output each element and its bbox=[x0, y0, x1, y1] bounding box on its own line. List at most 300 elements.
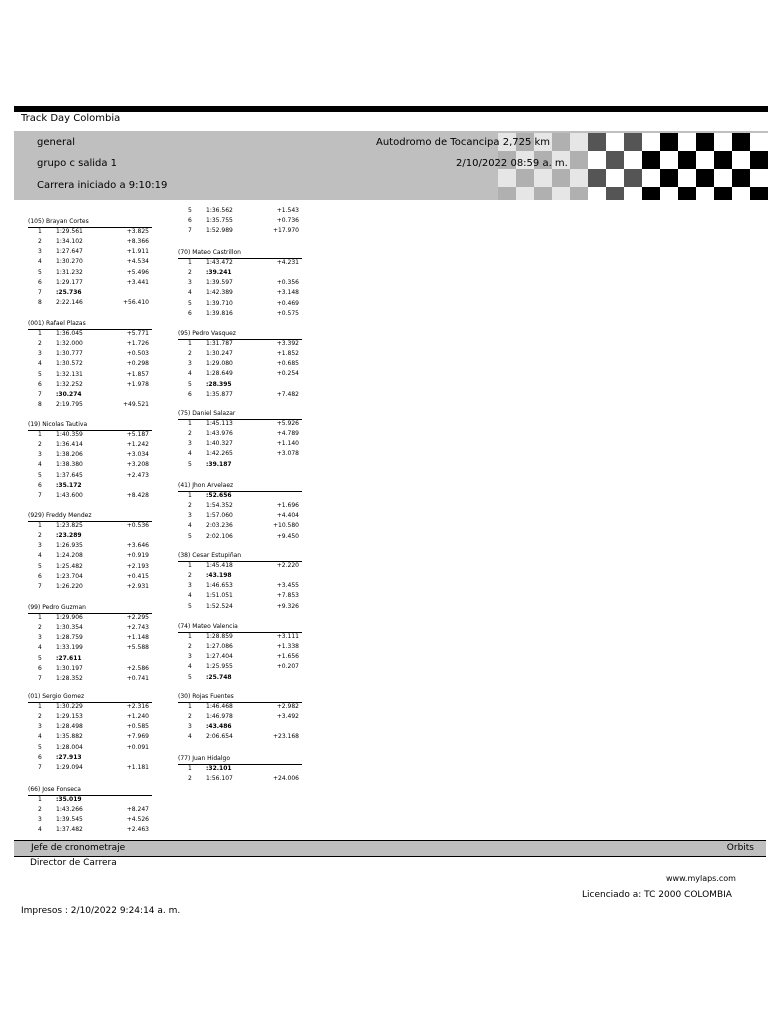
lap-gap: +4.789 bbox=[276, 430, 299, 438]
lap-number: 6 bbox=[38, 380, 42, 388]
lap-gap: +3.646 bbox=[126, 542, 149, 550]
lap-number: 5 bbox=[38, 370, 42, 378]
checker-square bbox=[732, 151, 750, 169]
checker-square bbox=[606, 169, 624, 187]
lap-gap: +5.771 bbox=[126, 330, 149, 337]
lap-gap: +7.969 bbox=[126, 733, 149, 741]
lap-time: 1:35.882 bbox=[56, 733, 83, 741]
lap-number: 3 bbox=[188, 582, 192, 590]
lap-number: 1 bbox=[188, 340, 192, 347]
driver-name: (01) Sergio Gomez bbox=[28, 693, 85, 700]
checker-square bbox=[732, 169, 750, 187]
checker-square bbox=[678, 151, 696, 169]
lap-number: 5 bbox=[38, 654, 42, 662]
best-lap-time: :25.736 bbox=[56, 288, 82, 296]
checker-square bbox=[534, 169, 552, 187]
lap-time: 1:35.755 bbox=[206, 217, 233, 225]
driver-name: (41) Jhon Arvelaez bbox=[178, 482, 234, 489]
lap-number: 4 bbox=[38, 360, 42, 368]
best-lap-time: :43.486 bbox=[206, 723, 232, 731]
lap-gap: +1.696 bbox=[276, 502, 299, 510]
checker-square bbox=[588, 151, 606, 169]
lap-time: 1:28.859 bbox=[206, 633, 233, 640]
lap-gap: +1.240 bbox=[126, 713, 149, 721]
group-label: grupo c salida 1 bbox=[37, 158, 118, 169]
lap-number: 5 bbox=[188, 532, 192, 540]
best-lap-time: :25.748 bbox=[206, 673, 232, 681]
lap-number: 6 bbox=[188, 309, 192, 317]
checker-square bbox=[606, 187, 624, 200]
lap-gap: +3.455 bbox=[276, 582, 299, 590]
lap-time: 1:30.197 bbox=[56, 664, 83, 672]
lap-time: 2:19.795 bbox=[56, 401, 83, 409]
lap-number: 1 bbox=[188, 420, 192, 427]
driver-name: (75) Daniel Salazar bbox=[178, 410, 236, 417]
lap-time: 1:30.247 bbox=[206, 350, 233, 358]
lap-number: 3 bbox=[38, 542, 42, 550]
lap-number: 3 bbox=[188, 440, 192, 448]
lap-number: 3 bbox=[38, 248, 42, 256]
lap-gap: +24.006 bbox=[272, 775, 299, 783]
lap-number: 1 bbox=[38, 614, 42, 621]
lap-gap: +5.926 bbox=[276, 420, 299, 427]
checker-square bbox=[588, 169, 606, 187]
checker-square bbox=[588, 187, 606, 200]
checker-square bbox=[714, 151, 732, 169]
checker-square bbox=[624, 169, 642, 187]
lap-time: 1:29.177 bbox=[56, 278, 83, 286]
lap-number: 5 bbox=[188, 602, 192, 610]
lap-number: 1 bbox=[188, 703, 192, 710]
lap-number: 2 bbox=[188, 430, 192, 438]
lap-time: 1:43.472 bbox=[206, 259, 233, 266]
lap-gap: +0.919 bbox=[126, 552, 149, 560]
lap-time: 1:32.252 bbox=[56, 380, 83, 388]
lap-number: 3 bbox=[188, 512, 192, 520]
lap-gap: +8.247 bbox=[126, 806, 149, 814]
lap-number: 6 bbox=[188, 217, 192, 225]
lap-number: 2 bbox=[188, 775, 192, 783]
checker-square bbox=[570, 169, 588, 187]
lap-number: 4 bbox=[38, 733, 42, 741]
lap-number: 6 bbox=[38, 481, 42, 489]
lap-gap: +2.193 bbox=[126, 562, 149, 570]
checker-square bbox=[750, 187, 768, 200]
lap-time: 1:30.229 bbox=[56, 703, 83, 710]
best-lap-time: :27.611 bbox=[56, 654, 82, 662]
driver-rule bbox=[178, 491, 302, 492]
lap-number: 3 bbox=[188, 360, 192, 368]
lap-number: 4 bbox=[188, 592, 192, 600]
session-datetime: 2/10/2022 08:59 a. m. bbox=[456, 158, 568, 169]
lap-gap: +1.148 bbox=[126, 634, 149, 642]
lap-gap: +0.685 bbox=[276, 360, 299, 368]
lap-number: 5 bbox=[188, 380, 192, 388]
checker-square bbox=[750, 151, 768, 169]
lap-number: 4 bbox=[188, 733, 192, 741]
lap-gap: +5.588 bbox=[126, 644, 149, 652]
printed-timestamp: Impresos : 2/10/2022 9:24:14 a. m. bbox=[21, 906, 181, 916]
lap-number: 7 bbox=[38, 763, 42, 771]
lap-number: 3 bbox=[38, 816, 42, 824]
lap-gap: +2.473 bbox=[126, 471, 149, 479]
checker-square bbox=[642, 169, 660, 187]
lap-time: 1:28.649 bbox=[206, 370, 233, 378]
lap-number: 5 bbox=[38, 268, 42, 276]
lap-number: 4 bbox=[38, 461, 42, 469]
lap-number: 2 bbox=[188, 643, 192, 651]
checker-square bbox=[678, 133, 696, 151]
lap-gap: +0.585 bbox=[126, 723, 149, 731]
lap-gap: +5.496 bbox=[126, 268, 149, 276]
lap-gap: +2.743 bbox=[126, 624, 149, 632]
lap-gap: +8.428 bbox=[126, 491, 149, 499]
lap-gap: +0.207 bbox=[276, 663, 299, 671]
lap-time: 1:28.352 bbox=[56, 674, 83, 682]
lap-number: 2 bbox=[38, 238, 42, 246]
lap-number: 2 bbox=[38, 806, 42, 814]
lap-gap: +10.580 bbox=[272, 522, 299, 530]
lap-time: 1:29.094 bbox=[56, 763, 83, 771]
lap-number: 5 bbox=[38, 743, 42, 751]
lap-gap: +9.326 bbox=[276, 602, 299, 610]
lap-time: 1:29.561 bbox=[56, 228, 83, 235]
lap-time: 1:24.208 bbox=[56, 552, 83, 560]
lap-time: 1:38.380 bbox=[56, 461, 83, 469]
lap-time: 2:03.236 bbox=[206, 522, 233, 530]
lap-time: 1:27.086 bbox=[206, 643, 233, 651]
lap-gap: +2.931 bbox=[126, 582, 149, 590]
lap-gap: +0.503 bbox=[126, 350, 149, 358]
best-lap-time: :27.913 bbox=[56, 753, 82, 761]
checker-square bbox=[570, 187, 588, 200]
lap-time: 1:25.955 bbox=[206, 663, 233, 671]
lap-gap: +0.575 bbox=[276, 309, 299, 317]
checker-square bbox=[732, 133, 750, 151]
checker-square bbox=[696, 187, 714, 200]
lap-time: 1:52.524 bbox=[206, 602, 233, 610]
driver-rule bbox=[28, 795, 152, 796]
lap-number: 4 bbox=[38, 826, 42, 834]
checker-square bbox=[552, 169, 570, 187]
checker-square bbox=[696, 133, 714, 151]
checker-square bbox=[606, 151, 624, 169]
lap-number: 2 bbox=[38, 624, 42, 632]
checker-square bbox=[534, 187, 552, 200]
lap-number: 6 bbox=[38, 572, 42, 580]
lap-time: 1:32.131 bbox=[56, 370, 83, 378]
lap-time: 1:33.199 bbox=[56, 644, 83, 652]
lap-time: 1:30.572 bbox=[56, 360, 83, 368]
lap-number: 2 bbox=[188, 572, 192, 580]
lap-gap: +1.338 bbox=[276, 643, 299, 651]
lap-number: 4 bbox=[188, 522, 192, 530]
checker-square bbox=[678, 187, 696, 200]
checker-square bbox=[624, 187, 642, 200]
lap-gap: +5.187 bbox=[126, 431, 149, 438]
lap-number: 1 bbox=[38, 796, 42, 803]
lap-gap: +1.656 bbox=[276, 653, 299, 661]
lap-gap: +2.463 bbox=[126, 826, 149, 834]
lap-number: 1 bbox=[188, 633, 192, 640]
lap-number: 1 bbox=[38, 522, 42, 529]
lap-number: 6 bbox=[38, 753, 42, 761]
lap-number: 7 bbox=[38, 491, 42, 499]
lap-time: 1:43.600 bbox=[56, 491, 83, 499]
lap-number: 2 bbox=[38, 340, 42, 348]
event-title: Track Day Colombia bbox=[21, 113, 121, 124]
checker-square bbox=[516, 169, 534, 187]
lap-time: 1:56.107 bbox=[206, 775, 233, 783]
lap-time: 1:31.787 bbox=[206, 340, 233, 347]
lap-number: 2 bbox=[188, 713, 192, 721]
race-start: Carrera iniciado a 9:10:19 bbox=[37, 180, 168, 191]
lap-gap: +49.521 bbox=[122, 401, 149, 409]
footer-bar bbox=[14, 840, 766, 857]
lap-number: 1 bbox=[38, 330, 42, 337]
lap-gap: +3.034 bbox=[126, 451, 149, 459]
lap-number: 7 bbox=[188, 227, 192, 235]
lap-number: 1 bbox=[188, 562, 192, 569]
lap-number: 1 bbox=[38, 431, 42, 438]
lap-time: 2:02.106 bbox=[206, 532, 233, 540]
lap-number: 3 bbox=[188, 279, 192, 287]
checker-square bbox=[660, 133, 678, 151]
orbits-label: Orbits bbox=[726, 843, 754, 853]
lap-number: 2 bbox=[188, 350, 192, 358]
checker-square bbox=[624, 151, 642, 169]
driver-name: (95) Pedro Vasquez bbox=[178, 330, 236, 337]
lap-gap: +0.298 bbox=[126, 360, 149, 368]
best-lap-time: :43.198 bbox=[206, 572, 232, 580]
lap-number: 4 bbox=[188, 289, 192, 297]
lap-gap: +4.231 bbox=[276, 259, 299, 266]
lap-number: 5 bbox=[188, 460, 192, 468]
lap-gap: +7.853 bbox=[276, 592, 299, 600]
lap-time: 1:26.935 bbox=[56, 542, 83, 550]
lap-time: 1:30.777 bbox=[56, 350, 83, 358]
lap-time: 1:52.989 bbox=[206, 227, 233, 235]
license-text: Licenciado a: TC 2000 COLOMBIA bbox=[582, 890, 732, 900]
lap-time: 1:36.045 bbox=[56, 330, 83, 337]
session-type: general bbox=[37, 137, 76, 148]
lap-number: 4 bbox=[38, 644, 42, 652]
lap-gap: +2.220 bbox=[276, 562, 299, 569]
lap-time: 1:27.404 bbox=[206, 653, 233, 661]
lap-time: 1:39.597 bbox=[206, 279, 233, 287]
lap-number: 7 bbox=[38, 390, 42, 398]
best-lap-time: :39.241 bbox=[206, 269, 232, 277]
lap-time: 1:28.759 bbox=[56, 634, 83, 642]
lap-number: 4 bbox=[38, 258, 42, 266]
driver-name: (105) Brayan Cortes bbox=[28, 218, 89, 225]
lap-gap: +2.316 bbox=[126, 703, 149, 710]
lap-number: 2 bbox=[38, 713, 42, 721]
checker-square bbox=[732, 187, 750, 200]
lap-time: 1:26.220 bbox=[56, 582, 83, 590]
lap-time: 1:23.825 bbox=[56, 522, 83, 529]
lap-gap: +2.295 bbox=[126, 614, 149, 621]
driver-name: (30) Rojas Fuentes bbox=[178, 693, 234, 700]
lap-time: 1:32.000 bbox=[56, 340, 83, 348]
lap-time: 1:36.414 bbox=[56, 441, 83, 449]
lap-time: 1:39.545 bbox=[56, 816, 83, 824]
lap-time: 1:43.266 bbox=[56, 806, 83, 814]
lap-gap: +2.586 bbox=[126, 664, 149, 672]
lap-number: 1 bbox=[38, 703, 42, 710]
best-lap-time: :35.019 bbox=[56, 796, 82, 803]
lap-time: 1:29.080 bbox=[206, 360, 233, 368]
lap-gap: +3.825 bbox=[126, 228, 149, 235]
checker-square bbox=[750, 169, 768, 187]
lap-gap: +1.242 bbox=[126, 441, 149, 449]
lap-number: 5 bbox=[38, 471, 42, 479]
lap-number: 7 bbox=[38, 288, 42, 296]
lap-number: 6 bbox=[38, 278, 42, 286]
lap-number: 1 bbox=[38, 228, 42, 235]
lap-time: 1:37.645 bbox=[56, 471, 83, 479]
lap-number: 3 bbox=[38, 634, 42, 642]
checker-square bbox=[552, 133, 570, 151]
lap-time: 1:46.468 bbox=[206, 703, 233, 710]
lap-gap: +0.741 bbox=[126, 674, 149, 682]
lap-number: 5 bbox=[188, 299, 192, 307]
lap-number: 7 bbox=[38, 582, 42, 590]
lap-gap: +3.492 bbox=[276, 713, 299, 721]
driver-name: (38) Cesar Estupiñan bbox=[178, 552, 242, 559]
lap-gap: +0.736 bbox=[276, 217, 299, 225]
lap-number: 1 bbox=[188, 259, 192, 266]
lap-gap: +1.140 bbox=[276, 440, 299, 448]
driver-name: (001) Rafael Plazas bbox=[28, 320, 86, 327]
lap-number: 7 bbox=[38, 674, 42, 682]
lap-gap: +3.148 bbox=[276, 289, 299, 297]
lap-gap: +9.450 bbox=[276, 532, 299, 540]
lap-time: 1:54.352 bbox=[206, 502, 233, 510]
lap-number: 3 bbox=[38, 723, 42, 731]
lap-time: 2:06.654 bbox=[206, 733, 233, 741]
website-link[interactable]: www.mylaps.com bbox=[666, 874, 736, 883]
lap-number: 5 bbox=[38, 562, 42, 570]
session-header bbox=[14, 131, 768, 200]
best-lap-time: :28.395 bbox=[206, 380, 232, 388]
lap-gap: +17.970 bbox=[272, 227, 299, 235]
lap-gap: +3.441 bbox=[126, 278, 149, 286]
driver-name: (99) Pedro Guzman bbox=[28, 604, 86, 611]
lap-gap: +1.911 bbox=[126, 248, 149, 256]
lap-number: 2 bbox=[188, 502, 192, 510]
lap-time: 1:46.653 bbox=[206, 582, 233, 590]
lap-gap: +4.404 bbox=[276, 512, 299, 520]
best-lap-time: :23.289 bbox=[56, 532, 82, 540]
checker-square bbox=[750, 133, 768, 151]
lap-number: 8 bbox=[38, 401, 42, 409]
lap-time: 1:43.976 bbox=[206, 430, 233, 438]
lap-number: 2 bbox=[188, 269, 192, 277]
lap-time: 1:46.978 bbox=[206, 713, 233, 721]
best-lap-time: :39.187 bbox=[206, 460, 232, 468]
driver-name: (66) Jose Fonseca bbox=[28, 786, 81, 793]
lap-number: 3 bbox=[188, 723, 192, 731]
lap-number: 3 bbox=[188, 653, 192, 661]
lap-number: 4 bbox=[38, 552, 42, 560]
lap-gap: +3.392 bbox=[276, 340, 299, 347]
lap-number: 4 bbox=[188, 663, 192, 671]
lap-gap: +4.534 bbox=[126, 258, 149, 266]
checker-square bbox=[660, 187, 678, 200]
checker-square bbox=[552, 187, 570, 200]
lap-gap: +4.526 bbox=[126, 816, 149, 824]
checker-square bbox=[660, 151, 678, 169]
lap-time: 1:34.102 bbox=[56, 238, 83, 246]
driver-name: (77) Juan Hidalgo bbox=[178, 755, 230, 762]
checker-square bbox=[696, 169, 714, 187]
lap-number: 1 bbox=[188, 492, 192, 499]
lap-gap: +23.168 bbox=[272, 733, 299, 741]
checker-square bbox=[678, 169, 696, 187]
lap-time: 1:37.482 bbox=[56, 826, 83, 834]
race-director-label: Director de Carrera bbox=[30, 858, 117, 868]
lap-time: 1:42.265 bbox=[206, 450, 233, 458]
best-lap-time: :30.274 bbox=[56, 390, 82, 398]
driver-name: (929) Freddy Mendez bbox=[28, 512, 92, 519]
lap-number: 5 bbox=[188, 207, 192, 214]
lap-number: 6 bbox=[188, 390, 192, 398]
lap-gap: +2.982 bbox=[276, 703, 299, 710]
lap-time: 1:36.562 bbox=[206, 207, 233, 214]
lap-number: 1 bbox=[188, 765, 192, 772]
lap-gap: +7.482 bbox=[276, 390, 299, 398]
lap-gap: +0.254 bbox=[276, 370, 299, 378]
lap-time: 1:38.206 bbox=[56, 451, 83, 459]
checker-square bbox=[696, 151, 714, 169]
lap-number: 6 bbox=[38, 664, 42, 672]
lap-gap: +1.857 bbox=[126, 370, 149, 378]
checker-square bbox=[498, 187, 516, 200]
lap-gap: +3.078 bbox=[276, 450, 299, 458]
lap-gap: +1.852 bbox=[276, 350, 299, 358]
lap-gap: +8.366 bbox=[126, 238, 149, 246]
lap-number: 2 bbox=[38, 441, 42, 449]
top-rule bbox=[14, 106, 768, 112]
lap-time: 1:40.359 bbox=[56, 431, 83, 438]
driver-name: (19) Nicolas Tautiva bbox=[28, 421, 88, 428]
best-lap-time: :32.101 bbox=[206, 765, 232, 772]
lap-time: 1:57.060 bbox=[206, 512, 233, 520]
lap-time: 1:30.354 bbox=[56, 624, 83, 632]
chief-timekeeper-label: Jefe de cronometraje bbox=[31, 843, 126, 853]
lap-time: 2:22.146 bbox=[56, 299, 83, 307]
checker-square bbox=[624, 133, 642, 151]
checker-square bbox=[498, 169, 516, 187]
lap-number: 3 bbox=[38, 350, 42, 358]
lap-gap: +1.543 bbox=[276, 207, 299, 214]
lap-gap: +3.111 bbox=[276, 633, 299, 640]
checker-square bbox=[714, 169, 732, 187]
lap-time: 1:31.232 bbox=[56, 268, 83, 276]
lap-time: 1:42.389 bbox=[206, 289, 233, 297]
lap-gap: +0.356 bbox=[276, 279, 299, 287]
lap-time: 1:40.327 bbox=[206, 440, 233, 448]
checker-square bbox=[714, 133, 732, 151]
lap-time: 1:30.270 bbox=[56, 258, 83, 266]
lap-gap: +1.978 bbox=[126, 380, 149, 388]
checker-square bbox=[642, 133, 660, 151]
checker-square bbox=[660, 169, 678, 187]
driver-name: (74) Mateo Valencia bbox=[178, 623, 238, 630]
lap-gap: +3.208 bbox=[126, 461, 149, 469]
checker-square bbox=[588, 133, 606, 151]
